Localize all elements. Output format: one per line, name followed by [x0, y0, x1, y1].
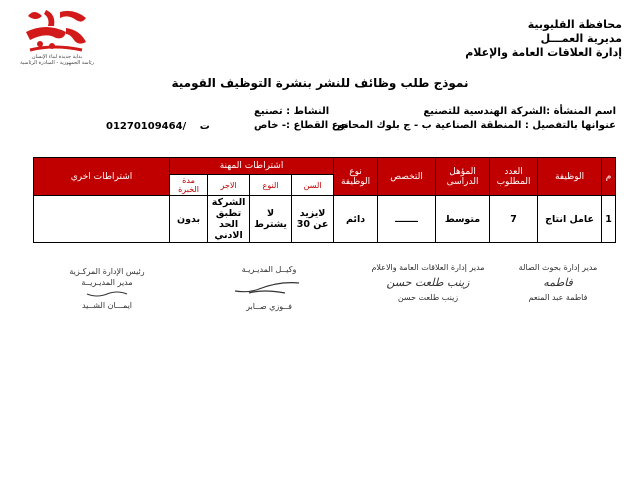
- governorate: محافظة القليوبية: [527, 18, 622, 31]
- subheader-experience: مدة الخبرة: [170, 175, 208, 196]
- establishment-name: اسم المنشأة :الشركة الهندسية للتصنيع: [423, 106, 616, 117]
- header-profession-requirements: اشتراطات المهنة: [170, 158, 334, 175]
- header-qualification: المؤهل الدراسى: [436, 158, 490, 196]
- cell-age: لايزيد عن 30: [292, 196, 334, 243]
- signatory-name: فاطمة عبد المنعم: [528, 293, 588, 302]
- cell-specialty: ـــــــ: [378, 196, 436, 243]
- signature-block-hall-research: [498, 262, 618, 303]
- header-job-type: نوع الوظيفة: [334, 158, 378, 196]
- cell-count: 7: [490, 196, 538, 243]
- signature-scribble-icon: [77, 289, 137, 299]
- signature-title: وكيــل المديـريـة: [241, 265, 297, 274]
- handwritten-signature: فاطمه: [543, 276, 573, 289]
- signature-block-central-administration: [52, 266, 162, 311]
- header-job: الوظيفة: [538, 158, 602, 196]
- sector-type: نوع القطاع :- خاص: [254, 120, 349, 131]
- cell-job: عامل انتاج: [538, 196, 602, 243]
- cell-experience: بدون: [170, 196, 208, 243]
- header-specialty: التخصص: [378, 158, 436, 196]
- subheader-wage: الاجر: [208, 175, 250, 196]
- signature-title: رئيس الإدارة المركـزية: [69, 267, 145, 276]
- cell-gender: لا يشترط: [250, 196, 292, 243]
- cell-job-type: دائم: [334, 196, 378, 243]
- logo-caption-line1: بداية جديدة لبناء الإنسان: [31, 54, 83, 60]
- directorate: مديرية العمـــل: [540, 32, 622, 45]
- header-count: العدد المطلوب: [490, 158, 538, 196]
- phone-value: 01270109464/: [106, 121, 187, 132]
- subheader-age: السن: [292, 175, 334, 196]
- signature-block-deputy: [214, 264, 324, 312]
- subheader-gender: النوع: [250, 175, 292, 196]
- document-header: [465, 18, 622, 60]
- table-row: [34, 196, 616, 243]
- signatory-name: فــوزي صــابر: [246, 302, 292, 311]
- establishment-address: عنوانها بالتفصيل : المنطقة الصناعية ب - ج بلوك المحاجر: [334, 120, 616, 131]
- handwritten-signature: زينب طلعت حسن: [386, 276, 470, 289]
- signature-title: مدير إدارة العلاقات العامة والاعلام: [371, 263, 485, 272]
- logo-caption: [14, 54, 100, 66]
- signatory-name: زينب طلعت حسن: [397, 293, 459, 302]
- signatory-name: ايمـــان الشــيد: [81, 301, 133, 310]
- cell-num: 1: [602, 196, 616, 243]
- activity: النشاط : تصنيع: [254, 106, 330, 117]
- header-num: م: [602, 158, 616, 196]
- signature-subtitle: مدير المديـريــة: [81, 278, 133, 287]
- header-other-requirements: اشتراطات اخري: [34, 158, 170, 196]
- phone-number: [106, 121, 210, 132]
- logo-caption-line2: رئاسة الجمهورية - المبادرة الرئاسية: [20, 60, 94, 66]
- signature-scribble-icon: [229, 277, 309, 299]
- form-title: نموذج طلب وظائف للنشر بنشرة التوظيف القومية: [171, 76, 469, 90]
- cell-other: [34, 196, 170, 243]
- jobs-table: [33, 157, 616, 243]
- department: إدارة العلاقات العامة والإعلام: [465, 46, 622, 59]
- phone-label: ت: [199, 121, 210, 132]
- signature-block-public-relations: [358, 262, 498, 303]
- signature-title: مدير إدارة بحوث الصالة: [518, 263, 598, 272]
- cell-wage: الشركة تطبق الحد الادني: [208, 196, 250, 243]
- cell-qualification: متوسط: [436, 196, 490, 243]
